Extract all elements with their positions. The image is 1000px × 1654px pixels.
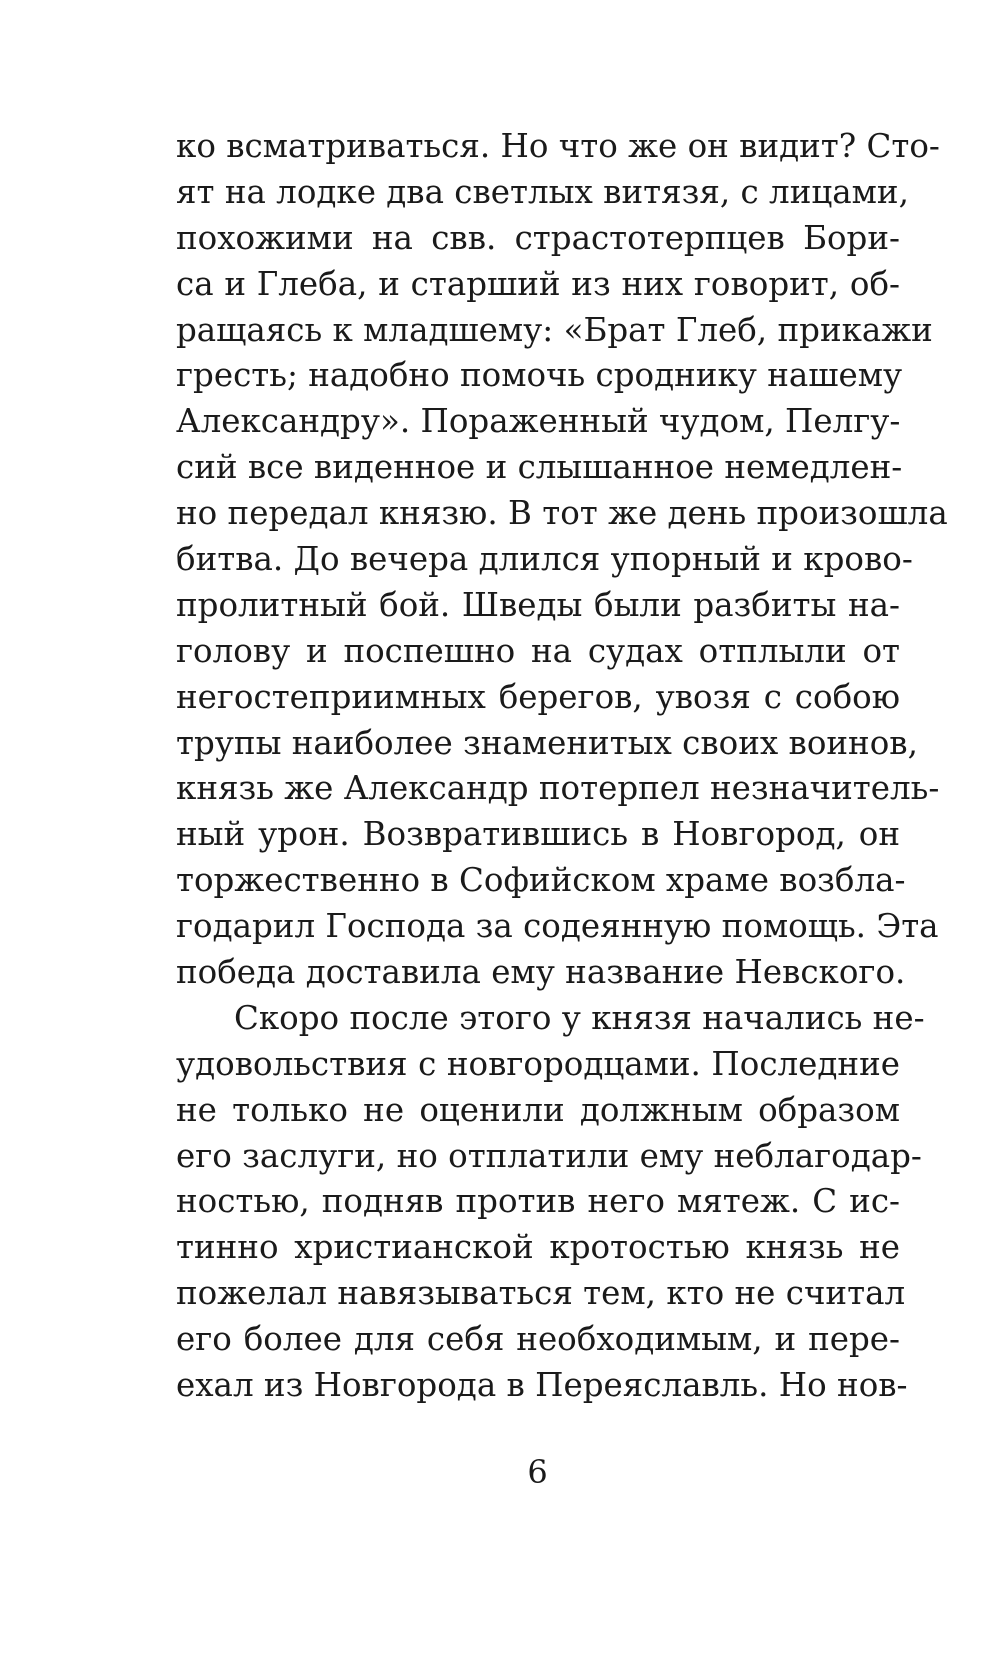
- text-line: но передал князю. В тот же день произошла: [176, 494, 948, 533]
- text-line: его заслуги, но отплатили ему неблагодар-: [176, 1136, 922, 1175]
- text-line: голову и поспешно на судах отплыли от: [176, 631, 900, 670]
- text-line: торжественно в Софийском храме возбла-: [176, 861, 906, 900]
- page-number: 6: [527, 1453, 548, 1491]
- text-line: Скоро после этого у князя начались не-: [234, 998, 925, 1037]
- text-line: победа доставила ему название Невского.: [176, 953, 906, 992]
- text-line: ко всматриваться. Но что же он видит? Сто-: [176, 127, 940, 165]
- text-line: годарил Господа за содеянную помощь. Эта: [176, 907, 939, 946]
- text-line: удовольствия с новгородцами. Последние: [176, 1044, 900, 1083]
- text-line: ращаясь к младшему: «Брат Глеб, прикажи: [176, 310, 933, 349]
- text-line: похожими на свв. страстотерпцев Бори-: [176, 218, 900, 257]
- text-line: пролитный бой. Шведы были разбиты на-: [176, 585, 900, 624]
- text-line: тинно христианской кротостью князь не: [176, 1228, 900, 1267]
- text-line: не только не оценили должным образом: [176, 1090, 900, 1129]
- text-line: ят на лодке два светлых витязя, с лицами,: [176, 172, 909, 211]
- text-line: са и Глеба, и старший из них говорит, об-: [176, 264, 900, 303]
- body-text: [176, 124, 948, 1409]
- paragraph-1: [176, 124, 948, 996]
- text-line: битва. До вечера длился упорный и крово-: [176, 540, 913, 579]
- text-line: ный урон. Возвратившись в Новгород, он: [176, 815, 900, 854]
- text-line: Александру». Пораженный чудом, Пелгу-: [176, 402, 901, 441]
- text-line: пожелал навязываться тем, кто не считал: [176, 1274, 906, 1313]
- paragraph-2: [176, 996, 925, 1409]
- text-line: гресть; надобно помочь сроднику нашему: [176, 356, 903, 395]
- text-line: ностью, подняв против него мятеж. С ис-: [176, 1182, 900, 1221]
- text-line: князь же Александр потерпел незначитель-: [176, 769, 940, 808]
- text-line: сий все виденное и слышанное немедлен-: [176, 448, 903, 487]
- text-line: трупы наиболее знаменитых своих воинов,: [176, 723, 918, 762]
- text-line: его более для себя необходимым, и пере-: [176, 1320, 900, 1359]
- text-line: ехал из Новгорода в Переяславль. Но нов-: [176, 1366, 908, 1405]
- text-line: негостеприимных берегов, увозя с собою: [176, 677, 900, 716]
